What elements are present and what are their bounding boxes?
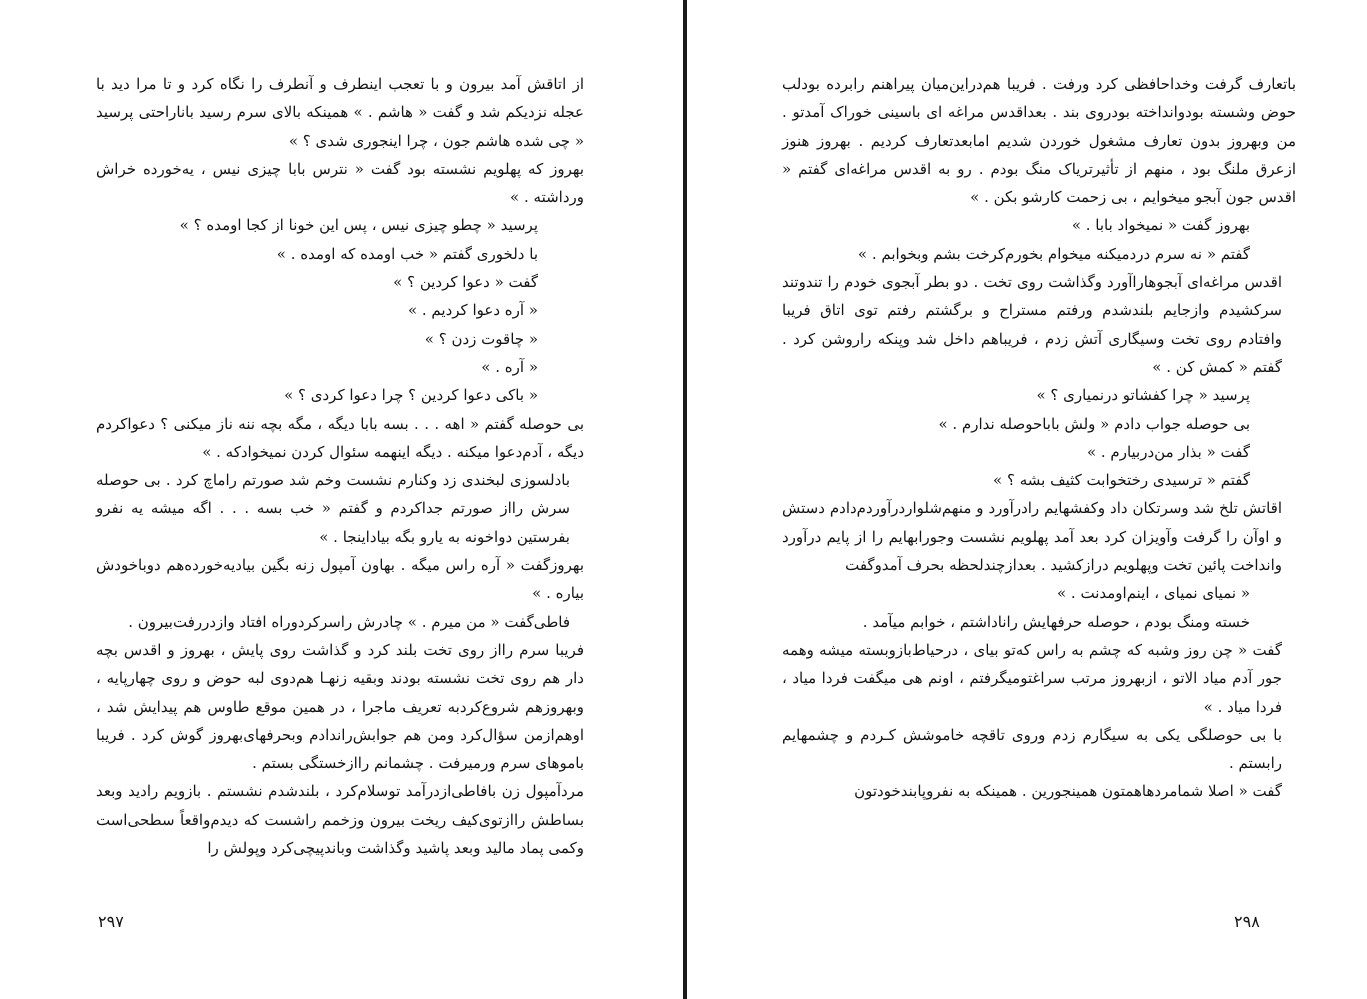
left-paragraph-6: فاطی‌گفت « من میرم . » چادرش راسرکردوراه افتاد وازدررفت‌بیرون .: [128, 612, 570, 631]
right-paragraph-4: خسته ومنگ بودم ، حوصله حرفهایش راناداشتم ، خوابم میآمد .: [862, 612, 1250, 631]
left-page-number: ۲۹۷: [98, 912, 124, 931]
right-page: [688, 0, 1367, 999]
right-dialogue-1: بهروز گفت « نمیخواد بابا . »: [1071, 216, 1250, 235]
left-dialogue-5: « چاقوت زدن ؟ »: [424, 329, 538, 348]
right-dialogue-5: گفت « بذار من‌دربیارم . »: [1086, 442, 1250, 461]
right-paragraph-6: با بی حوصلگی یکی به سیگارم زدم وروی تاقچه خاموشش کـردم و چشمهایم رابستم .: [782, 725, 1282, 773]
book-gutter-divider: [683, 0, 687, 999]
right-page-text: [782, 70, 1296, 806]
right-paragraph-7: گفت « اصلا شمامردهاهمتون همینجورین . همینکه به نفروپابندخودتون: [854, 782, 1282, 801]
left-dialogue-7: « باکی دعوا کردین ؟ چرا دعوا کردی ؟ »: [284, 386, 538, 405]
left-paragraph-1: از اتاقش آمد بیرون و با تعجب اینطرف و آنطرف را نگاه کرد و تا مرا دید با عجله نزدیکم شد و گفت « هاشم . » همینکه بالای سرم رسید باناراحتی پرسید « چی شده هاشم جون ، چرا اینجوری شدی ؟ »: [96, 75, 584, 150]
left-paragraph-2: بهروز که پهلویم نشسته بود گفت « نترس بابا چیزی نیس ، یه‌خورده خراش ورداشته . »: [96, 159, 584, 207]
right-dialogue-3: پرسید « چرا کفشاتو درنمیاری ؟ »: [1036, 386, 1250, 405]
left-paragraph-7: فریبا سرم رااز روی تخت بلند کرد و گذاشت روی پایش ، بهروز و اقدس بچه دار هم روی تخت نشسته بودند وبقیه زنهـا هم‌دوی لبه حوض و روی چهارپایه ، وبهروزهم شروع‌کردبه تعریف ماجرا ، در همین موقع طاوس هم پیدایش شد ، اوهم‌ازمن سؤال‌کرد ومن هم جوابش‌راندادم وبحرفهای‌بهروز گوش کرد . فریبا باموهای سرم ورمیرفت . چشمانم رااز‌خستگی بستم .: [96, 640, 584, 773]
left-paragraph-3: بی حوصله گفتم « اهه . . . بسه بابا دیگه ، مگه بچه ننه ناز میکنی ؟ دعواکردم دیگه ، آدم‌دعوا میکنه . دیگه اینهمه سئوال کردن نمیخوادکه . »: [96, 414, 584, 461]
right-dialogue-6: گفتم « ترسیدی رختخوابت کثیف بشه ؟ »: [993, 471, 1250, 490]
right-dialogue-2: گفتم « نه سرم دردمیکنه میخوام بخورم‌کرخت بشم وبخوابم . »: [857, 244, 1250, 263]
left-dialogue-2: با دلخوری گفتم « خب اومده که اومده . »: [276, 244, 538, 263]
right-paragraph-5: گفت « چن روز وشبه که چشم به راس که‌تو بیای ، درحیاط‌بازو‌بسته میشه وهمه جور آدم میاد الاتو ، ازبهروز مرتب سراغتومیگرفتم ، اونم هی میگفت فردا میاد ، فردا میاد . »: [782, 640, 1282, 716]
right-paragraph-2: اقدس مراغه‌ای آبجوهاراآورد وگذاشت روی تخت . دو بطر آبجوی خودم را تندوتند سرکشیدم وازجایم بلندشدم ورفتم مستراح و برگشتم رفتم توی اتاق فریبا وافتادم روی تخت وسیگاری آتش زدم ، فریباهم داخل شد وپنکه راروشن کرد . گفتم « کمش کن . »: [782, 273, 1282, 376]
left-dialogue-6: « آره . »: [481, 357, 538, 376]
right-paragraph-1: باتعارف گرفت وخداحافظی کرد ورفت . فریبا هم‌دراین‌میان پیراهنم رابرده بودلب حوض وشسته بودوانداخته بودروی بند . بعداقدس مراغه ای باسینی خوراک آمدتو . من وبهروز بدون تعارف مشغول خوردن شدیم امابعدتعارف کردیم . بهروز هنوز ازعرق ملنگ بود ، منهم از تأثیرتریاک منگ بودم . رو به اقدس مراغه‌ای گفتم « اقدس جون آبجو میخوایم ، بی زحمت کارشو بکن . »: [782, 75, 1296, 207]
left-dialogue-3: گفت « دعوا کردین ؟ »: [393, 273, 538, 292]
right-page-number: ۲۹۸: [1234, 912, 1260, 931]
left-dialogue-1: پرسید « چطو چیزی نیس ، پس این خونا از کجا اومده ؟ »: [179, 216, 538, 235]
left-dialogue-4: « آره دعوا کردیم . »: [407, 301, 538, 320]
right-dialogue-7: « نمیای نمیای ، اینم‌اومدنت . »: [1056, 584, 1250, 603]
left-paragraph-4: بادلسوزی لبخندی زد وکنارم نشست وخم شد صورتم راماچ کرد . بی حوصله سرش رااز صورتم جداکردم و گفتم « خب بسه . . . اگه میشه یه نفرو بفرستین دواخونه به یارو بگه بیاداینجا . »: [96, 471, 570, 546]
left-paragraph-8: مردآمپول زن بافاطی‌ازدرآمد توسلام‌کرد ، بلندشدم نشستم . بازویم رادید وبعد بساطش رااز‌توی‌کیف ریخت بیرون وزخمم راشست که دیدم‌واقعاً سطحی‌است وکمی پماد مالید وبعد پاشید وگذاشت وباندپیچی‌کرد وپولش را: [96, 782, 584, 858]
right-dialogue-4: بی حوصله جواب دادم « ولش باباحوصله ندارم . »: [938, 414, 1250, 433]
right-paragraph-3: اقاتش تلخ شد وسرتکان داد وکفشهایم رادرآورد و منهم‌شلواردرآوردم‌دادم دستش و اوآن را گرفت وآویزان کرد بعد آمد پهلویم نشست وجورابهایم را از پایم درآورد وانداخت پائین تخت وپهلویم درازکشید . بعدازچندلحظه بحرف آمدوگفت: [782, 499, 1282, 575]
left-page-text: [96, 70, 584, 862]
left-paragraph-5: بهروزگفت « آره راس میگه . بهاون آمپول زنه بگین بیادیه‌خورده‌هم دوباخودش بیاره . »: [96, 556, 584, 603]
